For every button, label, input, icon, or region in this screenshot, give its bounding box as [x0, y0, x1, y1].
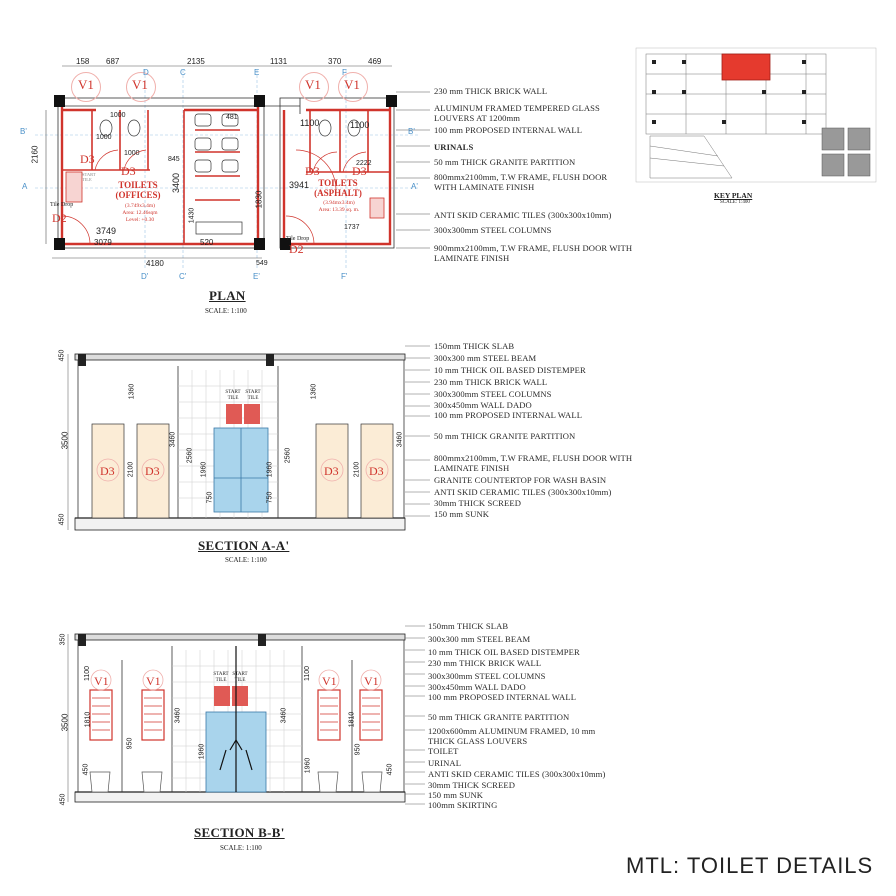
plan-note: 230 mm THICK BRICK WALL	[434, 86, 548, 96]
section-bb-note: 150 mm SUNK	[428, 790, 484, 800]
dim-label: 1360	[310, 383, 318, 400]
plan-note: 50 mm THICK GRANITE PARTITION	[434, 157, 576, 167]
dim-label: 3500	[60, 431, 70, 450]
room-area: Area: 12.46sqm	[122, 210, 158, 216]
dim-label: 3400	[171, 172, 182, 194]
plan-note: 800mmx2100mm, T.W FRAME, FLUSH DOOR WITH LAMINATE FINISH	[434, 172, 608, 192]
section-bb-note: 1200x600mm ALUMINUM FRAMED, 10 mm THICK GLASS LOUVERS	[428, 726, 596, 746]
key-plan-drawing	[634, 46, 880, 186]
dim-label: 1737	[344, 224, 360, 231]
grid-label: D'	[141, 272, 149, 281]
start-tile-label: START TILE	[82, 172, 96, 182]
section-bb-note: 230 mm THICK BRICK WALL	[428, 658, 542, 668]
dim-label: 350	[59, 633, 67, 646]
window-tag: V1	[322, 674, 337, 688]
door-tag: D3	[80, 152, 95, 166]
tile-drop-label: Tile Drop	[50, 202, 74, 208]
dim-label: 3079	[94, 238, 112, 247]
dim-label: 520	[200, 238, 214, 247]
dim-label: 1100	[304, 665, 312, 682]
section-bb-scale: SCALE: 1:100	[220, 844, 262, 852]
grid-label: E'	[253, 272, 260, 281]
dim-label: 750	[266, 491, 274, 504]
section-aa-note: 50 mm THICK GRANITE PARTITION	[434, 431, 576, 441]
dim-label: 3500	[60, 713, 70, 732]
dim-label: 750	[206, 491, 214, 504]
dim-label: 450	[59, 793, 67, 806]
plan-title: PLAN	[209, 288, 246, 303]
door-tag: D3	[352, 164, 367, 178]
grid-label: C	[180, 68, 186, 77]
start-tile-label: START TILE	[232, 672, 248, 683]
section-bb-note: 300x450mm WALL DADO	[428, 682, 526, 692]
section-aa-note: 150 mm SUNK	[434, 509, 490, 519]
section-aa-note: ANTI SKID CERAMIC TILES (300x300x10mm)	[434, 487, 612, 497]
dim-label: 2560	[186, 447, 194, 464]
dim-label: 370	[328, 57, 342, 66]
door-tag: D3	[324, 464, 339, 478]
grid-label: E	[254, 68, 260, 77]
section-aa-note: 100 mm PROPOSED INTERNAL WALL	[434, 410, 583, 420]
section-bb-note: URINAL	[428, 758, 462, 768]
section-bb-note: 50 mm THICK GRANITE PARTITION	[428, 712, 570, 722]
dim-label: 481	[226, 114, 238, 121]
door-tag: D3	[100, 464, 115, 478]
plan-note: ANTI SKID CERAMIC TILES (300x300x10mm)	[434, 210, 612, 220]
grid-label: A'	[411, 182, 418, 191]
grid-label: D	[143, 68, 149, 77]
tile-drop-label: Tile Drop	[286, 236, 310, 242]
dim-label: 1100	[84, 665, 92, 682]
plan-note: ALUMINUM FRAMED TEMPERED GLASS LOUVERS AT 1200mm	[434, 103, 600, 123]
room-size: (3.749x3.4m)	[125, 203, 155, 209]
section-aa-scale: SCALE: 1:100	[225, 556, 267, 564]
start-tile-label: START TILE	[225, 390, 241, 401]
dim-label: 1810	[348, 711, 356, 728]
window-tag: V1	[146, 674, 161, 688]
dim-label: 1131	[270, 57, 288, 66]
dim-label: 2135	[187, 57, 205, 66]
dim-label: 450	[386, 763, 394, 776]
room-name-offices: TOILETS (OFFICES)	[115, 180, 161, 200]
dim-label: 1000	[96, 134, 112, 141]
room-size: (3.94mx3.4m)	[323, 200, 355, 206]
dim-label: 549	[256, 260, 268, 267]
section-aa-note: 300x300mm STEEL COLUMNS	[434, 389, 552, 399]
dim-label: 450	[82, 763, 90, 776]
section-bb-note: 10 mm THICK OIL BASED DISTEMPER	[428, 647, 580, 657]
dim-label: 1960	[304, 757, 312, 774]
dim-label: 1960	[266, 461, 274, 478]
section-aa-note: 30mm THICK SCREED	[434, 498, 522, 508]
dim-label: 1360	[128, 383, 136, 400]
section-aa-note: 10 mm THICK OIL BASED DISTEMPER	[434, 365, 586, 375]
section-bb-note: 150mm THICK SLAB	[428, 621, 509, 631]
room-level: Level: +0.30	[125, 217, 155, 223]
section-bb-note: 300x300 mm STEEL BEAM	[428, 634, 531, 644]
dim-label: 1000	[110, 112, 126, 119]
plan-note: URINALS	[434, 142, 474, 152]
dim-label: 687	[106, 57, 120, 66]
dim-label: 845	[168, 156, 180, 163]
dim-label: 450	[58, 349, 66, 362]
room-area: Area: 13.39 sq. m.	[318, 207, 360, 213]
section-aa-note: 300x300 mm STEEL BEAM	[434, 353, 537, 363]
door-tag: D3	[369, 464, 384, 478]
door-tag: D2	[52, 211, 67, 225]
dim-label: 3460	[396, 431, 404, 448]
grid-label: A	[22, 182, 28, 191]
start-tile-label: START TILE	[245, 390, 261, 401]
section-aa-note: 800mmx2100mm, T.W FRAME, FLUSH DOOR WITH LAMINATE FINISH	[434, 453, 633, 473]
dim-label: 1430	[188, 207, 196, 224]
dim-label: 2560	[284, 447, 292, 464]
door-tag: D3	[121, 164, 136, 178]
dim-label: 3941	[289, 180, 310, 190]
section-bb-note: ANTI SKID CERAMIC TILES (300x300x10mm)	[428, 769, 606, 779]
section-bb-title: SECTION B-B'	[194, 825, 285, 840]
dim-label: 2100	[127, 461, 135, 478]
dim-label: 2100	[353, 461, 361, 478]
window-tag: V1	[94, 674, 109, 688]
grid-label: B'	[408, 127, 415, 136]
door-tag: D3	[305, 164, 320, 178]
section-aa-title: SECTION A-A'	[198, 538, 290, 553]
dim-label: 1830	[254, 190, 264, 209]
section-aa-note: GRANITE COUNTERTOP FOR WASH BASIN	[434, 475, 607, 485]
plan-window-label: V1	[132, 77, 148, 92]
plan-window-label: V1	[305, 77, 321, 92]
plan-note: 300x300mm STEEL COLUMNS	[434, 225, 552, 235]
plan-note: 900mmx2100mm, T.W FRAME, FLUSH DOOR WITH LAMINATE FINISH	[434, 243, 633, 263]
window-tag: V1	[364, 674, 379, 688]
grid-label: F'	[341, 272, 348, 281]
dim-label: 1960	[198, 743, 206, 760]
dim-label: 450	[58, 513, 66, 526]
dim-label: 2160	[30, 145, 40, 164]
plan-scale: SCALE: 1:100	[205, 307, 247, 315]
sheet-title: MTL: TOILET DETAILS	[626, 853, 874, 878]
section-bb-note: 300x300mm STEEL COLUMNS	[428, 671, 546, 681]
dim-label: 1960	[200, 461, 208, 478]
key-plan-scale: SCALE: 1:400	[720, 200, 750, 205]
dim-label: 3460	[169, 431, 177, 448]
dim-label: 1000	[124, 150, 140, 157]
section-aa-note: 230 mm THICK BRICK WALL	[434, 377, 548, 387]
grid-label: C'	[179, 272, 187, 281]
dim-label: 1100	[350, 120, 370, 130]
dim-label: 950	[126, 737, 134, 750]
plan-window-label: V1	[344, 77, 360, 92]
start-tile-label: START TILE	[213, 672, 229, 683]
door-tag: D3	[145, 464, 160, 478]
section-bb-note: TOILET	[428, 746, 459, 756]
dim-label: 4180	[146, 259, 164, 268]
dim-label: 1810	[84, 711, 92, 728]
grid-label: B'	[20, 127, 27, 136]
door-tag: D2	[289, 242, 304, 256]
dim-label: 950	[354, 743, 362, 756]
dim-label: 158	[76, 57, 90, 66]
dim-label: 3460	[280, 707, 288, 724]
section-bb-note: 100mm SKIRTING	[428, 800, 498, 810]
section-bb-note: 100 mm PROPOSED INTERNAL WALL	[428, 692, 577, 702]
dim-label: 469	[368, 57, 382, 66]
room-name-asphalt: TOILETS (ASPHALT)	[314, 178, 362, 198]
plan-note: 100 mm PROPOSED INTERNAL WALL	[434, 125, 583, 135]
grid-label: F	[342, 68, 347, 77]
dim-label: 3749	[96, 226, 117, 236]
section-bb-note: 30mm THICK SCREED	[428, 780, 516, 790]
dim-label: 3460	[174, 707, 182, 724]
dim-label: 1100	[300, 118, 320, 128]
dim-label: 2222	[356, 160, 372, 167]
section-aa-note: 300x450mm WALL DADO	[434, 400, 532, 410]
section-aa-note: 150mm THICK SLAB	[434, 341, 515, 351]
plan-window-label: V1	[78, 77, 94, 92]
key-plan-title: KEY PLAN	[714, 191, 753, 200]
